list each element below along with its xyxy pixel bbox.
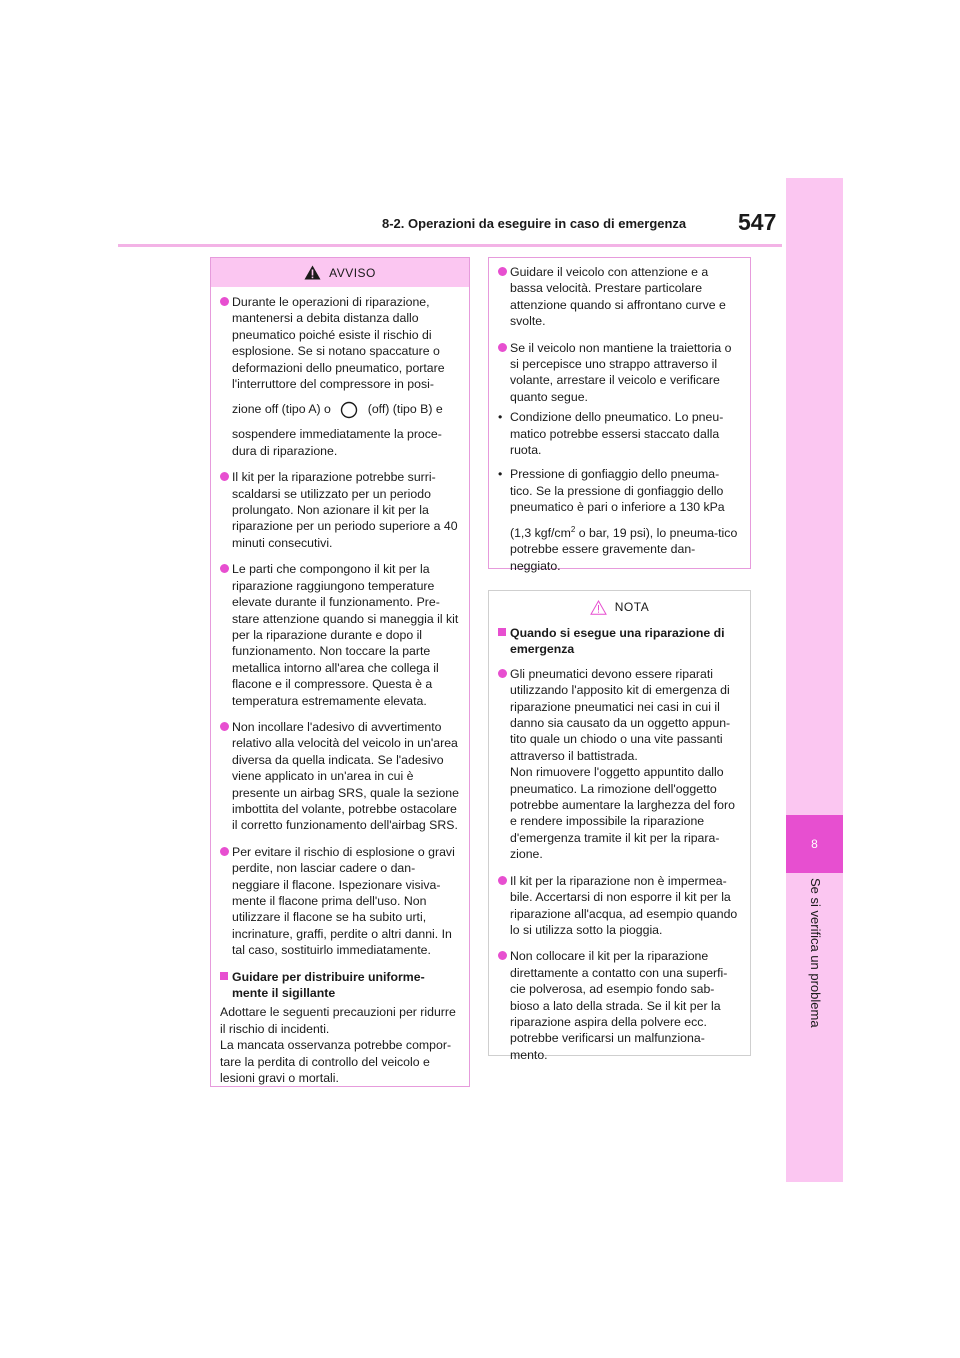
dot-marker: • — [498, 410, 503, 425]
avviso-box — [210, 257, 470, 1087]
dot-marker: • — [498, 467, 503, 482]
avviso-item-text: Se il veicolo non mantiene la traiettoria o si percepisce uno strappo attraverso il volante, arrestare il veicolo e verificare quanto segue. — [510, 340, 732, 404]
text-fragment: zione off (tipo A) o — [232, 402, 331, 417]
subheading-text: Guidare per distribuire uniforme-mente il sigillante — [232, 969, 425, 1001]
nota-item-text: Non collocare il kit per la riparazione direttamente a contatto con una superfi-cie polverosa, ad esempio fondo sab-bioso a lato della strada. Se il kit per la riparazione aspira della polvere ecc. potrebbe verificarsi un malfunziona-mento. — [510, 949, 728, 1062]
warning-triangle-icon — [590, 600, 607, 615]
avviso-item-text: sospendere immediatamente la proce-dura di riparazione. — [232, 427, 442, 458]
bullet-icon — [220, 297, 229, 306]
avviso-item-text: Per evitare il rischio di esplosione o gravi perdite, non lasciar cadere o dan-neggiare il flacone. Ispezionare visiva-mente il flacone prima dell'uso. Non utilizzare il flacone se ha subito urti, incrinature, graffi, perdite o altri danni. In tal caso, sostituirlo immediatamente. — [232, 844, 455, 958]
paragraph-text: La mancata osservanza potrebbe compor-tare la perdita di controllo del veicolo e lesioni gravi o mortali. — [220, 1038, 452, 1086]
avviso-item-text: Non incollare l'adesivo di avvertimento relativo alla velocità del veicolo in un'area diversa da quella indicata. Se l'adesivo viene applicato in un'area in cui è presente un airbag SRS, quale la sezione imbottita del volante, potrebbe ostacolare il corretto funzionamento dell'airbag SRS. — [232, 719, 459, 833]
paragraph-text: Adottare le seguenti precauzioni per ridurre il rischio di incidenti. — [220, 1005, 456, 1036]
section-title: 8-2. Operazioni da eseguire in caso di emergenza — [382, 216, 687, 231]
power-off-icon — [340, 401, 358, 419]
check-item — [498, 466, 741, 574]
page-number: 547 — [738, 209, 777, 235]
bullet-icon — [498, 951, 507, 960]
avviso-item — [220, 844, 460, 959]
superscript: 2 — [570, 524, 576, 534]
square-bullet-icon — [498, 628, 506, 636]
header-rule — [118, 244, 782, 247]
check-item-text: Pressione di gonfiaggio dello pneuma-tico. Se la pressione di gonfiaggio dello pneumatico è pari o inferiore a 130 kPa — [510, 467, 725, 515]
chapter-number: 8 — [786, 815, 843, 873]
nota-item-text: Gli pneumatici devono essere riparati utilizzando l'apposito kit di emergenza di riparazione pneumatici nei casi in cui il danno sia causato da un oggetto appun-tito quale un chiodo o una vite passanti attraverso il battistrada. — [510, 666, 731, 763]
chapter-title: Se si verifica un problema — [808, 878, 823, 1028]
nota-item — [498, 948, 741, 1063]
bullet-icon — [498, 669, 507, 678]
bullet-icon — [498, 267, 507, 276]
bullet-icon — [220, 847, 229, 856]
nota-item-text: Non rimuovere l'oggetto appuntito dallo pneumatico. La rimozione dell'oggetto potrebbe aumentare la larghezza del foro e rendere impossibile la riparazione d'emergenza tramite il kit per la ripara-zione. — [510, 765, 735, 862]
avviso-sub-paragraph — [220, 1004, 460, 1086]
avviso-subheading — [220, 969, 460, 1002]
warning-triangle-icon — [304, 265, 321, 280]
avviso-title: AVVISO — [329, 265, 376, 280]
avviso-item-text: Guidare il veicolo con attenzione e a bassa velocità. Prestare particolare attenzione quando si affrontano curve e svolte. — [510, 265, 726, 329]
bullet-icon — [220, 472, 229, 481]
avviso-item — [498, 264, 741, 330]
avviso-item-text-inline — [232, 398, 460, 420]
bullet-icon — [220, 564, 229, 573]
nota-item — [498, 873, 741, 939]
text-fragment: (off) (tipo B) e — [367, 402, 443, 417]
nota-box — [488, 590, 751, 1062]
bullet-icon — [498, 876, 507, 885]
square-bullet-icon — [220, 972, 228, 980]
avviso-item — [498, 340, 741, 406]
bullet-icon — [220, 722, 229, 731]
avviso-header — [211, 258, 469, 287]
text-fragment: o bar, 19 psi), lo pneuma-tico potrebbe essere gravemente dan-neggiato. — [510, 525, 738, 573]
avviso-item — [220, 561, 460, 709]
nota-header — [489, 591, 750, 623]
text-fragment: (1,3 kgf/cm — [510, 525, 571, 540]
avviso-item-text: Il kit per la riparazione potrebbe surri-scaldarsi se utilizzato per un periodo prolungato. Non azionare il kit per la riparazione per un periodo superiore a 40 minuti consecutivi. — [232, 470, 458, 550]
nota-subheading — [498, 625, 741, 658]
avviso-item-text: Le parti che compongono il kit per la riparazione raggiungono temperature elevate durante il funzionamento. Pre-stare attenzione quando si maneggia il kit per la riparazione durante e dopo il funzionamento. Non toccare la parte metallica intorno all'area che collega il flacone e il compressore. Questa è a temperatura estremamente elevata. — [232, 562, 459, 708]
avviso-item — [220, 719, 460, 834]
check-item — [498, 409, 741, 458]
subheading-text: Quando si esegue una riparazione di emergenza — [510, 626, 725, 657]
chapter-title-vertical — [807, 878, 823, 1083]
nota-title: NOTA — [614, 600, 650, 614]
nota-item — [498, 666, 741, 863]
check-item-text: Condizione dello pneumatico. Lo pneu-matico potrebbe essersi staccato dalla ruota. — [510, 410, 724, 458]
avviso-continued-box — [488, 257, 751, 573]
bullet-icon — [498, 343, 507, 352]
avviso-item — [220, 469, 460, 551]
nota-item-text: Il kit per la riparazione non è impermea-bile. Accertarsi di non esporre il kit per la riparazione all'acqua, ad esempio quando lo si utilizza sotto la pioggia. — [510, 873, 738, 937]
avviso-item-text: Durante le operazioni di riparazione, mantenersi a debita distanza dallo pneumatico poiché esiste il rischio di esplosione. Se si notano spaccature o deformazioni dello pneumatico, portare l'interruttore del compressore in posi- — [232, 295, 445, 392]
avviso-item — [220, 294, 460, 459]
check-item-text-2 — [510, 522, 741, 574]
